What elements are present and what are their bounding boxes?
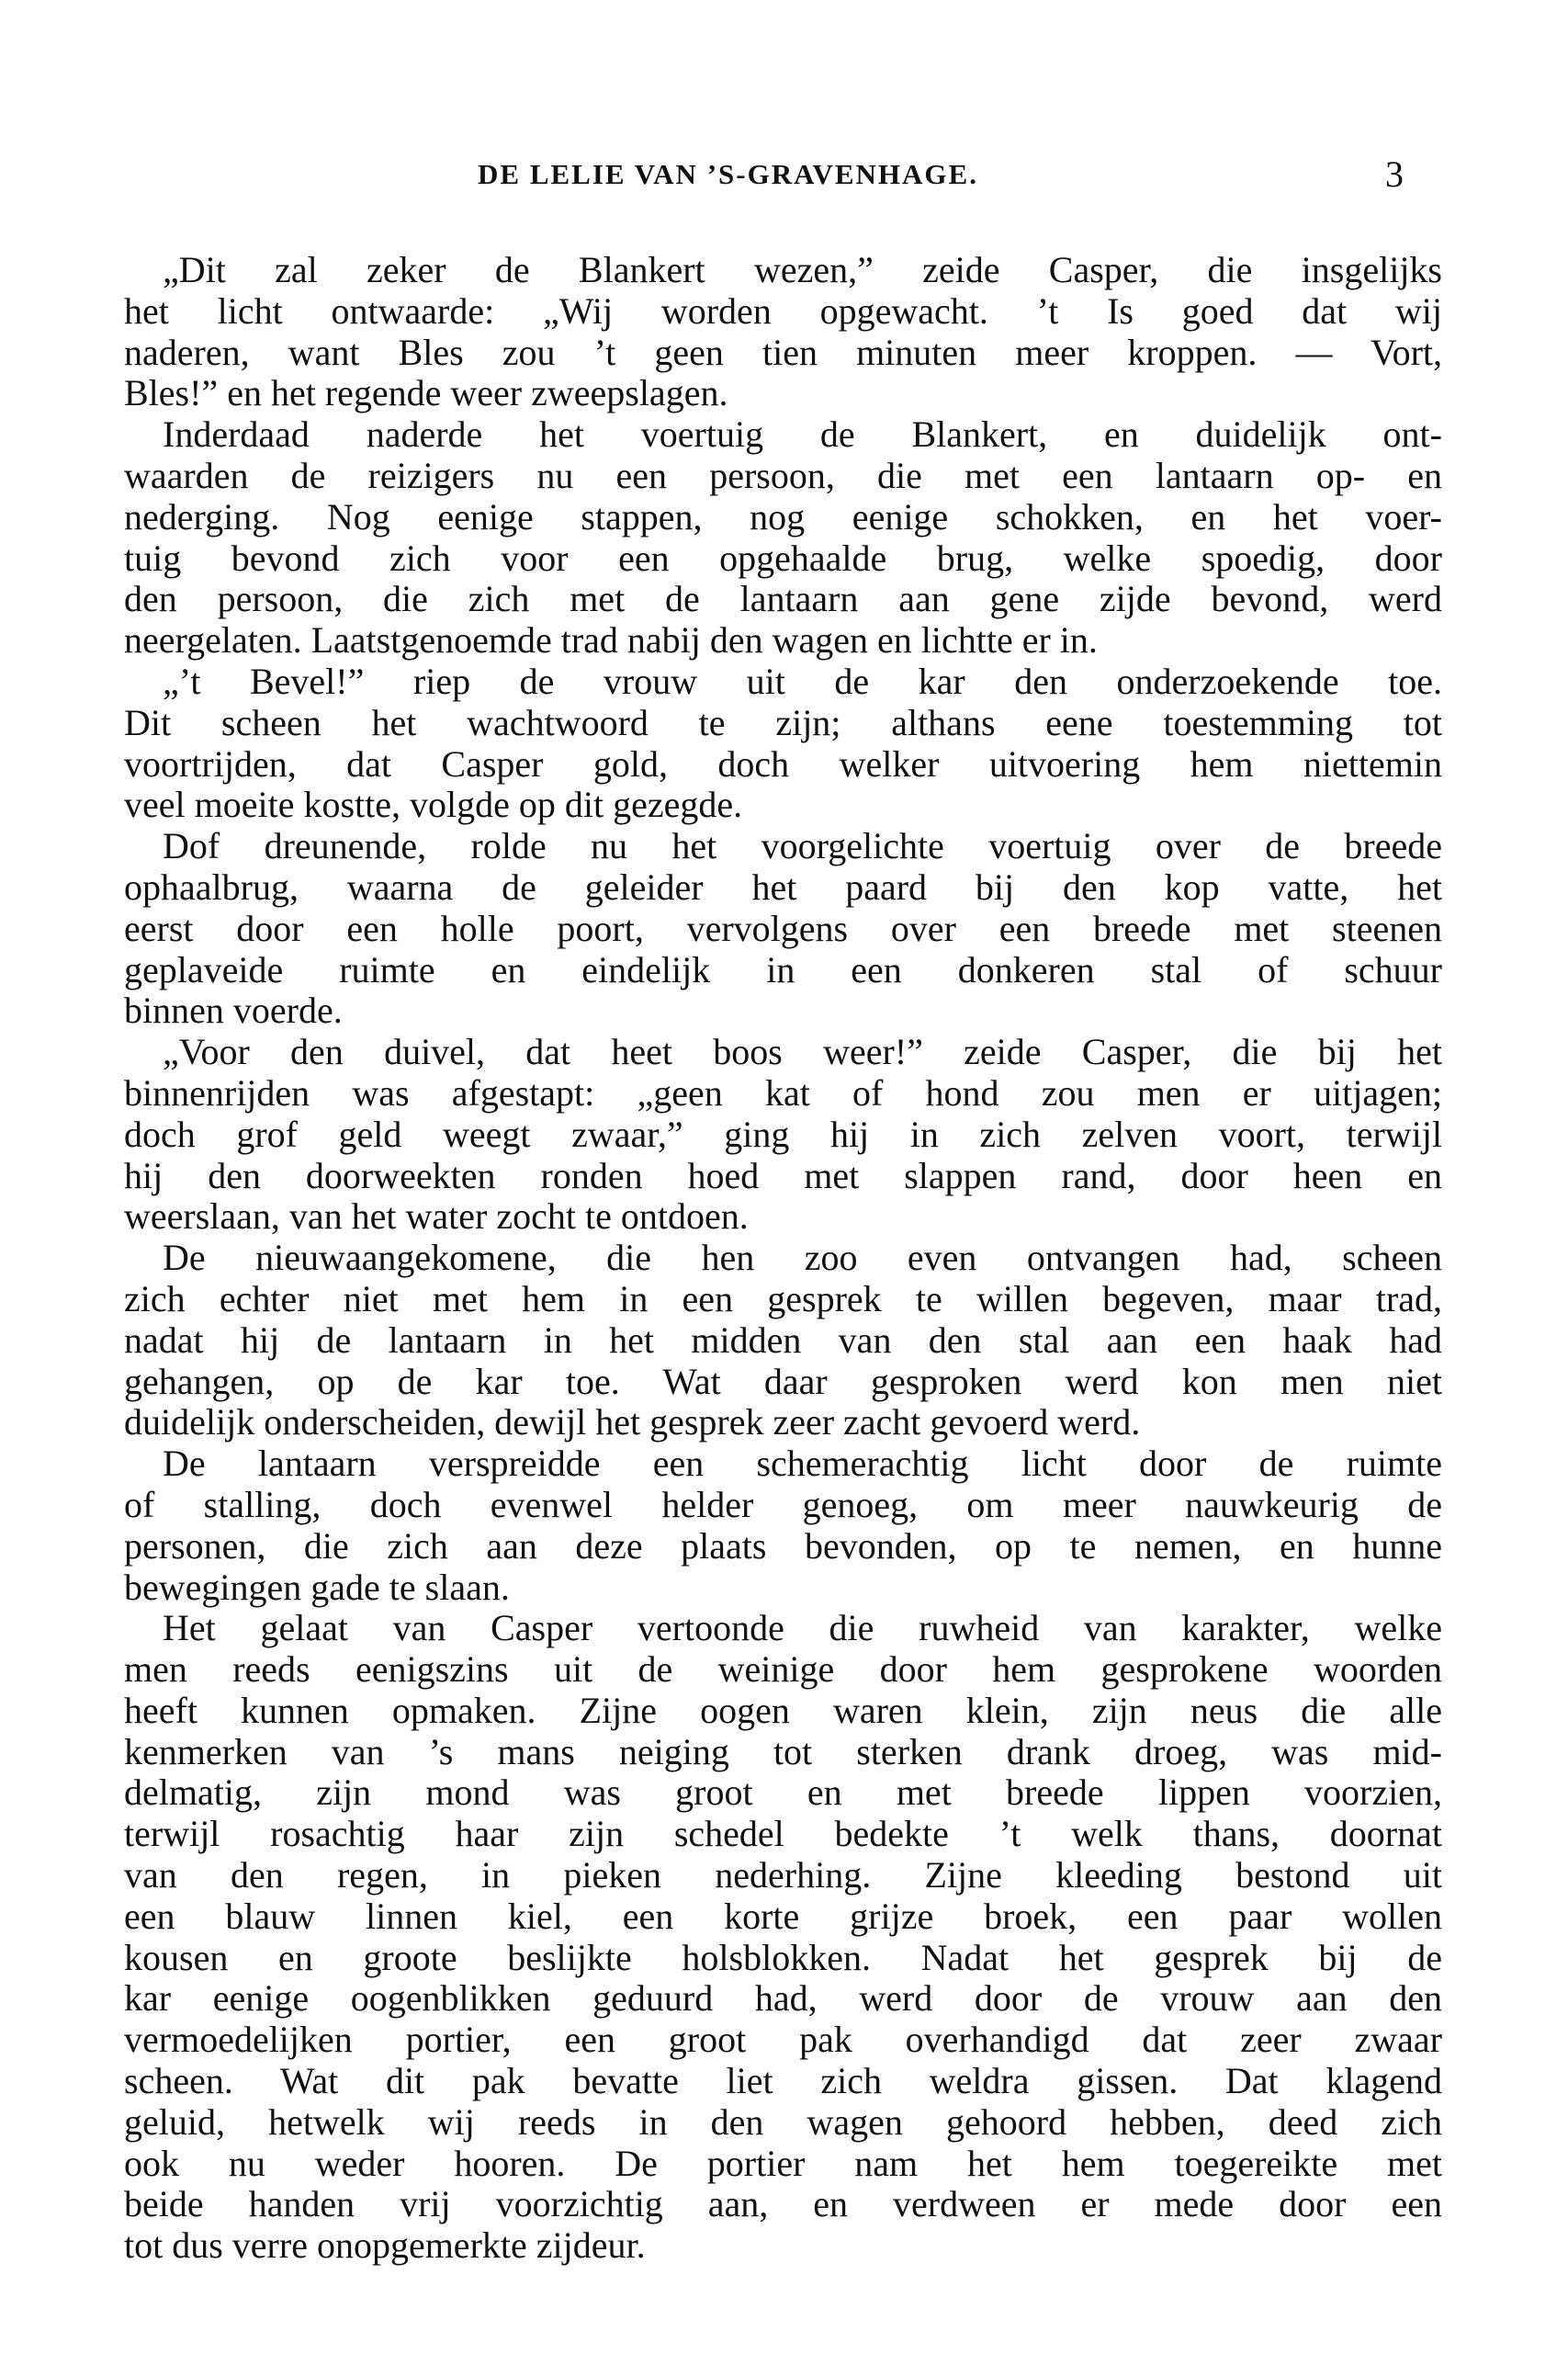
text-line: het licht ontwaarde: „Wij worden opgewacht. ’t Is goed dat wij: [124, 289, 1442, 332]
text-line: naderen, want Bles zou ’t geen tien minuten meer kroppen. — Vort,: [124, 331, 1442, 373]
text-line: kar eenige oogenblikken geduurd had, werd door de vrouw aan den: [124, 1977, 1442, 2020]
text-line: doch grof geld weegt zwaar,” ging hij in zich zelven voort, terwijl: [124, 1113, 1442, 1155]
text-line: De lantaarn verspreidde een schemerachtig licht door de ruimte: [163, 1443, 1442, 1485]
running-head: [0, 153, 1568, 204]
text-line: Dit scheen het wachtwoord te zijn; althans eene toestemming tot: [124, 701, 1442, 743]
text-line: Inderdaad naderde het voertuig de Blankert, en duidelijk ont-: [163, 413, 1442, 456]
text-line: duidelijk onderscheiden, dewijl het gesprek zeer zacht gevoerd werd.: [124, 1401, 1141, 1443]
text-line: gehangen, op de kar toe. Wat daar gesproken werd kon men niet: [124, 1360, 1442, 1402]
text-line: veel moeite kostte, volgde op dit gezegde.: [124, 784, 743, 826]
text-line: of stalling, doch evenwel helder genoeg, om meer nauwkeurig de: [124, 1483, 1442, 1525]
text-line: geplaveide ruimte en eindelijk in een donkeren stal of schuur: [124, 948, 1442, 990]
text-line: Bles!” en het regende weer zweepslagen.: [124, 372, 728, 414]
text-line: voortrijden, dat Casper gold, doch welker uitvoering hem niettemin: [124, 742, 1442, 785]
text-line: hij den doorweekten ronden hoed met slappen rand, door heen en: [124, 1154, 1442, 1196]
text-line: „Dit zal zeker de Blankert wezen,” zeide Casper, die insgelijks: [163, 249, 1442, 290]
text-line: kousen en groote beslijkte holsblokken. Nadat het gesprek bij de: [124, 1936, 1442, 1978]
page-number: 3: [1385, 153, 1404, 195]
text-line: scheen. Wat dit pak bevatte liet zich weldra gissen. Dat klagend: [124, 2060, 1442, 2102]
text-line: kenmerken van ’s mans neiging tot sterken drank droeg, was mid-: [124, 1730, 1442, 1772]
text-line: „’t Bevel!” riep de vrouw uit de kar den onderzoekende toe.: [163, 660, 1442, 702]
text-line: binnenrijden was afgestapt: „geen kat of hond zou men er uitjagen;: [124, 1071, 1442, 1114]
text-line: geluid, hetwelk wij reeds in den wagen gehoord hebben, deed zich: [124, 2100, 1442, 2143]
text-line: De nieuwaangekomene, die hen zoo even ontvangen had, scheen: [163, 1237, 1442, 1279]
text-line: van den regen, in pieken nederhing. Zijne kleeding bestond uit: [124, 1854, 1442, 1896]
text-line: tuig bevond zich voor een opgehaalde brug, welke spoedig, door: [124, 537, 1442, 579]
text-line: personen, die zich aan deze plaats bevonden, op te nemen, en hunne: [124, 1524, 1442, 1567]
running-title: DE LELIE VAN ’S-GRAVENHAGE.: [478, 158, 978, 190]
text-line: ophaalbrug, waarna de geleider het paard bij den kop vatte, het: [124, 866, 1442, 908]
text-line: Het gelaat van Casper vertoonde die ruwheid van karakter, welke: [163, 1607, 1442, 1649]
text-line: nederging. Nog eenige stappen, nog eenige schokken, en het voer-: [124, 495, 1442, 538]
text-line: weerslaan, van het water zocht te ontdoen.: [124, 1195, 749, 1238]
text-line: bewegingen gade te slaan.: [124, 1566, 510, 1608]
text-line: waarden de reizigers nu een persoon, die met een lantaarn op- en: [124, 454, 1442, 496]
text-line: Dof dreunende, rolde nu het voorgelichte voertuig over de breede: [163, 825, 1442, 867]
body-text: [124, 250, 1442, 2267]
text-line: den persoon, die zich met de lantaarn aan gene zijde bevond, werd: [124, 578, 1442, 620]
text-line: zich echter niet met hem in een gesprek te willen begeven, maar trad,: [124, 1277, 1442, 1319]
text-line: heeft kunnen opmaken. Zijne oogen waren klein, zijn neus die alle: [124, 1689, 1442, 1731]
text-line: tot dus verre onopgemerkte zijdeur.: [124, 2224, 646, 2267]
text-line: een blauw linnen kiel, een korte grijze broek, een paar wollen: [124, 1895, 1442, 1937]
text-line: delmatig, zijn mond was groot en met breede lippen voorzien,: [124, 1771, 1442, 1814]
text-line: neergelaten. Laatstgenoemde trad nabij den wagen en lichtte er in.: [124, 619, 1098, 662]
text-line: terwijl rosachtig haar zijn schedel bedekte ’t welk thans, doornat: [124, 1813, 1442, 1855]
text-line: binnen voerde.: [124, 990, 343, 1032]
text-line: ook nu weder hooren. De portier nam het hem toegereikte met: [124, 2142, 1442, 2184]
text-line: vermoedelijken portier, een groot pak overhandigd dat zeer zwaar: [124, 2019, 1442, 2061]
text-line: nadat hij de lantaarn in het midden van den stal aan een haak had: [124, 1318, 1442, 1361]
text-line: „Voor den duivel, dat heet boos weer!” zeide Casper, die bij het: [163, 1031, 1442, 1073]
text-line: men reeds eenigszins uit de weinige door hem gesprokene woorden: [124, 1648, 1442, 1691]
text-line: beide handen vrij voorzichtig aan, en verdween er mede door een: [124, 2183, 1442, 2225]
text-line: eerst door een holle poort, vervolgens over een breede met steenen: [124, 907, 1442, 949]
